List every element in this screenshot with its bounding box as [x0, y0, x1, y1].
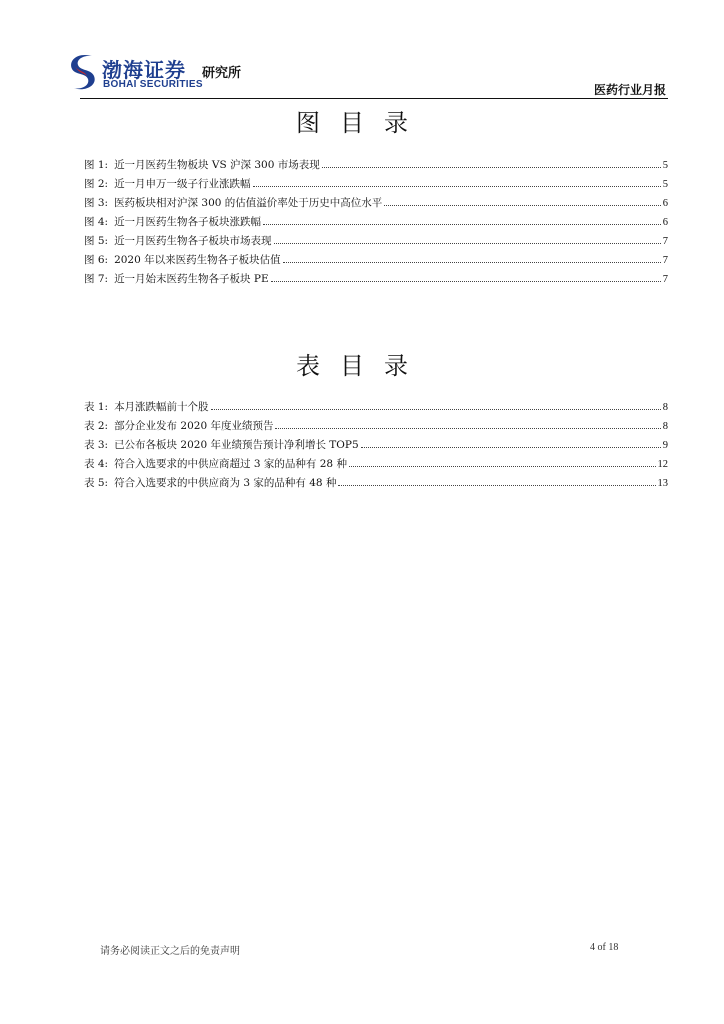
figure-entry-title: 近一月始末医药生物各子板块 PE — [114, 273, 269, 285]
figure-entry-page: 6 — [662, 198, 668, 209]
table-entry-page: 8 — [662, 421, 668, 432]
figure-entry-label: 图 4: — [84, 216, 109, 228]
table-entry-page: 9 — [662, 440, 668, 451]
table-entry[interactable] — [84, 417, 668, 436]
bohai-logo-icon — [66, 52, 100, 92]
figure-entry-title: 近一月申万一级子行业涨跌幅 — [114, 178, 251, 190]
figure-entry-label: 图 3: — [84, 197, 109, 209]
figure-entry-page: 5 — [662, 160, 668, 171]
dot-leader — [361, 447, 661, 448]
dot-leader — [349, 466, 656, 467]
dot-leader — [283, 262, 661, 263]
figure-entry-label: 图 7: — [84, 273, 109, 285]
table-entry-title: 已公布各板块 2020 年业绩预告预计净利增长 TOP5 — [114, 439, 359, 451]
table-entry-page: 12 — [657, 459, 668, 470]
figure-list-title: 图目录 — [296, 109, 428, 137]
figure-entry[interactable] — [84, 251, 668, 270]
figure-entry-title: 近一月医药生物各子板块涨跌幅 — [114, 216, 262, 228]
figure-entry-label: 图 6: — [84, 254, 109, 266]
table-entry[interactable] — [84, 455, 668, 474]
figure-entry[interactable] — [84, 175, 668, 194]
dot-leader — [263, 224, 661, 225]
figure-entry-title: 近一月医药生物各子板块市场表现 — [114, 235, 272, 247]
figure-entry-title: 2020 年以来医药生物各子板块估值 — [114, 254, 281, 266]
dot-leader — [338, 485, 655, 486]
table-entry-title: 符合入选要求的中供应商超过 3 家的品种有 28 种 — [114, 458, 347, 470]
figure-entry[interactable] — [84, 156, 668, 175]
table-entry-label: 表 5: — [84, 477, 109, 489]
figure-entry-label: 图 2: — [84, 178, 109, 190]
dot-leader — [271, 281, 661, 282]
institute-label: 研究所 — [202, 66, 242, 81]
figure-entry-page: 7 — [662, 236, 668, 247]
dot-leader — [274, 243, 661, 244]
company-logo — [66, 52, 256, 94]
page-indicator: 4 of 18 — [590, 942, 619, 953]
table-entry-title: 符合入选要求的中供应商为 3 家的品种有 48 种 — [114, 477, 337, 489]
dot-leader — [384, 205, 660, 206]
figure-entry-page: 7 — [662, 274, 668, 285]
figure-entry[interactable] — [84, 270, 668, 289]
table-entry-label: 表 3: — [84, 439, 109, 451]
company-name-en: BOHAI SECURITIES — [103, 79, 203, 90]
figure-entry-label: 图 1: — [84, 159, 109, 171]
dot-leader — [253, 186, 661, 187]
figure-entry-page: 7 — [662, 255, 668, 266]
table-entry[interactable] — [84, 436, 668, 455]
report-type: 医药行业月报 — [593, 83, 666, 97]
table-entry-title: 部分企业发布 2020 年度业绩预告 — [114, 420, 274, 432]
disclaimer-note: 请务必阅读正文之后的免责声明 — [100, 946, 240, 957]
figure-entry[interactable] — [84, 213, 668, 232]
table-list — [84, 398, 668, 493]
figure-list — [84, 156, 668, 289]
company-name-cn: 渤海证券 — [102, 58, 186, 82]
dot-leader — [275, 428, 660, 429]
table-list-title: 表目录 — [296, 352, 428, 380]
table-entry-page: 13 — [657, 478, 668, 489]
table-entry[interactable] — [84, 398, 668, 417]
table-entry-label: 表 2: — [84, 420, 109, 432]
table-entry-label: 表 4: — [84, 458, 109, 470]
header-divider — [80, 98, 668, 99]
dot-leader — [211, 409, 661, 410]
figure-entry-label: 图 5: — [84, 235, 109, 247]
figure-entry-title: 近一月医药生物板块 VS 沪深 300 市场表现 — [114, 159, 320, 171]
figure-entry-page: 5 — [662, 179, 668, 190]
figure-entry[interactable] — [84, 194, 668, 213]
table-entry-page: 8 — [662, 402, 668, 413]
dot-leader — [322, 167, 661, 168]
table-entry-label: 表 1: — [84, 401, 109, 413]
figure-entry-title: 医药板块相对沪深 300 的估值溢价率处于历史中高位水平 — [114, 197, 383, 209]
table-entry[interactable] — [84, 474, 668, 493]
figure-entry-page: 6 — [662, 217, 668, 228]
figure-entry[interactable] — [84, 232, 668, 251]
table-entry-title: 本月涨跌幅前十个股 — [114, 401, 209, 413]
